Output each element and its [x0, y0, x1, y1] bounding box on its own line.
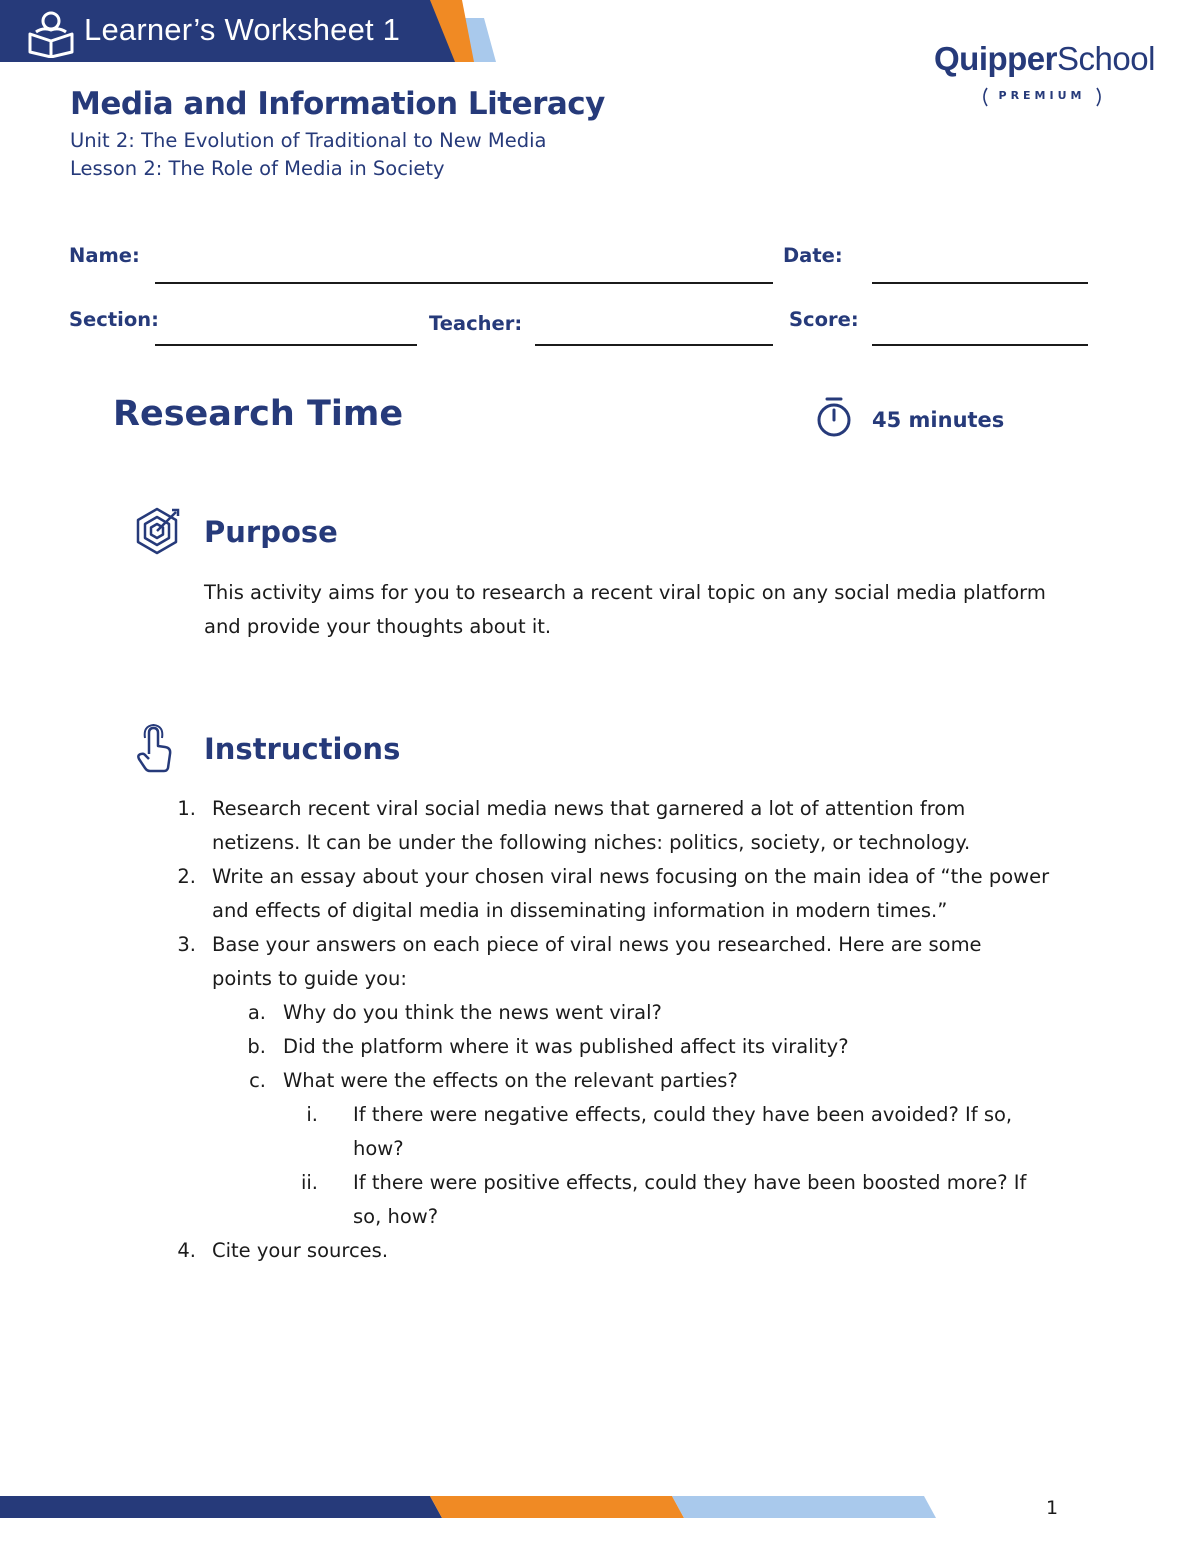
list-item: Cite your sources. — [212, 1239, 389, 1262]
list-marker: b. — [247, 1035, 266, 1058]
list-marker: 2. — [177, 865, 196, 888]
list-item: Did the platform where it was published affect its virality? — [283, 1035, 849, 1058]
name-field[interactable] — [155, 282, 773, 284]
footer-stripe — [0, 1494, 1200, 1520]
teacher-label: Teacher: — [429, 312, 523, 335]
reading-student-icon — [26, 8, 76, 58]
instructions-heading: Instructions — [204, 732, 401, 766]
teacher-field[interactable] — [535, 344, 773, 346]
premium-tier-label: PREMIUM — [998, 89, 1086, 102]
list-item: What were the effects on the relevant parties? — [283, 1069, 738, 1092]
score-label: Score: — [789, 308, 859, 331]
logo-wordmark: QuipperSchool — [934, 40, 1155, 77]
list-item: Write an essay about your chosen viral news focusing on the main idea of “the power and effects of digital media in disseminating information in modern times.” — [212, 865, 1050, 922]
purpose-heading: Purpose — [204, 515, 338, 549]
banner-title: Learner’s Worksheet 1 — [84, 12, 401, 47]
subject-title: Media and Information Literacy — [70, 86, 605, 122]
worksheet-banner — [0, 0, 500, 62]
unit-title: Unit 2: The Evolution of Traditional to New Media — [70, 129, 547, 152]
purpose-text: This activity aims for you to research a recent viral topic on any social media platform and provide your thoughts about it. — [204, 581, 1046, 638]
target-icon — [132, 506, 182, 556]
list-item: If there were positive effects, could they have been boosted more? If so, how? — [353, 1171, 1027, 1228]
list-marker: i. — [306, 1103, 318, 1126]
list-marker: 4. — [177, 1239, 196, 1262]
list-item: Research recent viral social media news that garnered a lot of attention from netizens. It can be under the following niches: politics, society, or technology. — [212, 797, 971, 854]
section-field[interactable] — [155, 344, 417, 346]
date-field[interactable] — [872, 282, 1088, 284]
list-marker: c. — [249, 1069, 266, 1092]
list-marker: 3. — [177, 933, 196, 956]
quipper-school-logo — [934, 40, 1164, 115]
section-label: Section: — [69, 308, 159, 331]
date-label: Date: — [783, 244, 843, 267]
name-label: Name: — [69, 244, 140, 267]
hand-pointer-icon — [134, 724, 174, 774]
activity-title: Research Time — [113, 394, 404, 434]
list-item: If there were negative effects, could they have been avoided? If so, how? — [353, 1103, 1013, 1160]
list-marker: 1. — [177, 797, 196, 820]
list-item: Base your answers on each piece of viral news you researched. Here are some points to guide you: — [212, 933, 982, 990]
list-marker: ii. — [300, 1171, 318, 1194]
page-number: 1 — [1046, 1497, 1059, 1519]
list-marker: a. — [247, 1001, 266, 1024]
score-field[interactable] — [872, 344, 1088, 346]
activity-duration: 45 minutes — [872, 408, 1005, 432]
stopwatch-icon — [815, 396, 853, 438]
list-item: Why do you think the news went viral? — [283, 1001, 662, 1024]
lesson-title: Lesson 2: The Role of Media in Society — [70, 157, 445, 180]
